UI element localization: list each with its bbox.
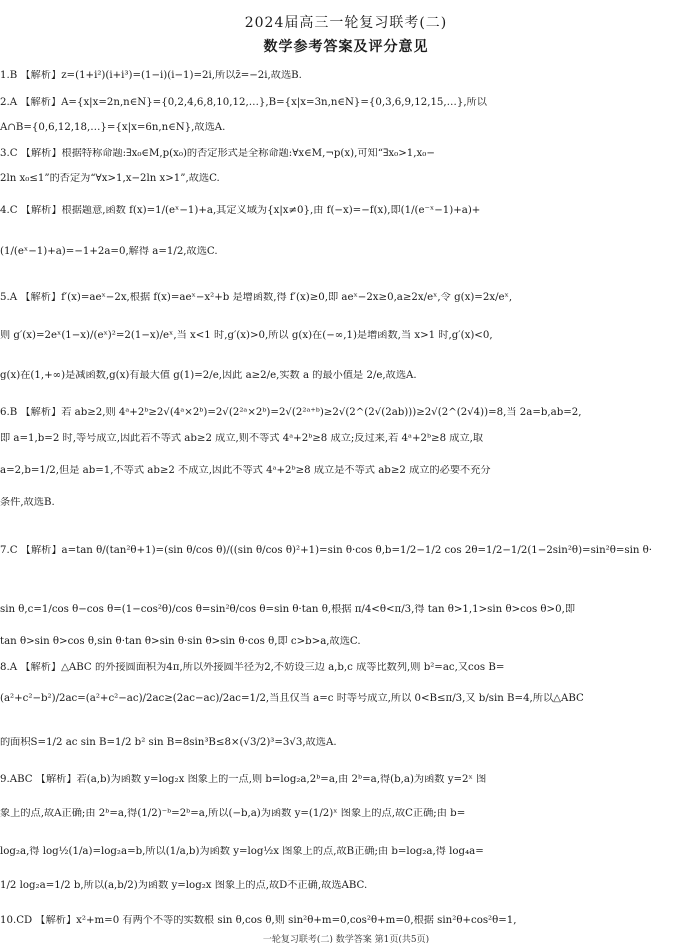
answer-key-subtitle: 数学参考答案及评分意见 [263, 39, 429, 55]
answer-line: (1/(eˣ−1)+a)=−1+2a=0,解得 a=1/2,故选C. [0, 246, 218, 257]
answer-line: (a²+c²−b²)/2ac=(a²+c²−ac)/2ac≥(2ac−ac)/2ac=1/2,当且仅当 a=c 时等号成立,所以 0<B≤π/3,又 b/sin B=4,所以△ABC [0, 693, 584, 704]
answer-line: 10.CD 【解析】x²+m=0 有两个不等的实数根 sin θ,cos θ,则 sin²θ+m=0,cos²θ+m=0,根据 sin²θ+cos²θ=1, [0, 915, 517, 926]
answer-line: sin θ,c=1/cos θ−cos θ=(1−cos²θ)/cos θ=sin²θ/cos θ=sin θ·tan θ,根据 π/4<θ<π/3,得 tan θ>1,1>sin θ>cos θ>0,即 [0, 604, 576, 615]
answer-line: log₂a,得 log½(1/a)=log₂a=b,所以(1/a,b)为函数 y=log½x 图象上的点,故B正确;由 b=log₂a,得 log₄a= [0, 846, 484, 857]
answer-line: g(x)在(1,+∞)是减函数,g(x)有最大值 g(1)=2/e,因此 a≥2/e,实数 a 的最小值是 2/e,故选A. [0, 370, 417, 381]
answer-line: 即 a=1,b=2 时,等号成立,因此若不等式 ab≥2 成立,则不等式 4ᵃ+2ᵇ≥8 成立;反过来,若 4ᵃ+2ᵇ≥8 成立,取 [0, 433, 484, 444]
answer-line: 4.C 【解析】根据题意,函数 f(x)=1/(eˣ−1)+a,其定义域为{x|x≠0},由 f(−x)=−f(x),即(1/(e⁻ˣ−1)+a)+ [0, 205, 481, 216]
answer-line: 8.A 【解析】△ABC 的外接圆面积为4π,所以外接圆半径为2,不妨设三边 a,b,c 成等比数列,则 b²=ac,又cos B= [0, 662, 505, 673]
answer-line: a=2,b=1/2,但是 ab=1,不等式 ab≥2 不成立,因此不等式 4ᵃ+2ᵇ≥8 成立是不等式 ab≥2 成立的必要不充分 [0, 465, 491, 476]
answer-line: 5.A 【解析】f′(x)=aeˣ−2x,根据 f(x)=aeˣ−x²+b 是增函数,得 f′(x)≥0,即 aeˣ−2x≥0,a≥2x/eˣ,令 g(x)=2x/eˣ, [0, 292, 513, 303]
exam-title: 2024届高三一轮复习联考(二) [244, 15, 448, 31]
answer-line: 7.C 【解析】a=tan θ/(tan²θ+1)=(sin θ/cos θ)/((sin θ/cos θ)²+1)=sin θ·cos θ,b=1/2−1/2 cos 2θ=1/2−1/2(1−2sin²θ)=sin²θ=sin θ· [0, 545, 653, 556]
answer-line: tan θ>sin θ>cos θ,sin θ·tan θ>sin θ·sin θ>sin θ·cos θ,即 c>b>a,故选C. [0, 636, 361, 647]
answer-line: 2ln x₀≤1”的否定为“∀x>1,x−2ln x>1”,故选C. [0, 173, 220, 184]
answer-line: A∩B={0,6,12,18,…}={x|x=6n,n∈N},故选A. [0, 122, 226, 133]
answer-line: 9.ABC 【解析】若(a,b)为函数 y=log₂x 图象上的一点,则 b=log₂a,2ᵇ=a,由 2ᵇ=a,得(b,a)为函数 y=2ˣ 图 [0, 774, 487, 785]
answer-line: 条件,故选B. [0, 497, 55, 508]
answer-line: 2.A 【解析】A={x|x=2n,n∈N}={0,2,4,6,8,10,12,…},B={x|x=3n,n∈N}={0,3,6,9,12,15,…},所以 [0, 97, 487, 108]
answer-line: 6.B 【解析】若 ab≥2,则 4ᵃ+2ᵇ≥2√(4ᵃ×2ᵇ)=2√(2²ᵃ×2ᵇ)=2√(2²ᵃ⁺ᵇ)≥2√(2^(2√(2ab)))≥2√(2^(2√4))=8,当 2a=b,ab=2, [0, 407, 582, 418]
answer-line: 1.B 【解析】z=(1+i²)(i+i³)=(1−i)(i−1)=2i,所以z̄=−2i,故选B. [0, 70, 302, 81]
answer-line: 3.C 【解析】根据特称命题:∃x₀∈M,p(x₀)的否定形式是全称命题:∀x∈M,¬p(x),可知“∃x₀>1,x₀− [0, 148, 435, 159]
page-footer: 一轮复习联考(二) 数学答案 第1页(共5页) [262, 935, 430, 943]
answer-line: 的面积S=1/2 ac sin B=1/2 b² sin B=8sin³B≤8×(√3/2)³=3√3,故选A. [0, 737, 337, 748]
answer-line: 则 g′(x)=2eˣ(1−x)/(eˣ)²=2(1−x)/eˣ,当 x<1 时,g′(x)>0,所以 g(x)在(−∞,1)是增函数,当 x>1 时,g′(x)<0, [0, 330, 493, 341]
answer-line: 象上的点,故A正确;由 2ᵇ=a,得(1/2)⁻ᵇ=2ᵇ=a,所以(−b,a)为函数 y=(1/2)ˣ 图象上的点,故C正确;由 b= [0, 808, 466, 819]
answer-line: 1/2 log₂a=1/2 b,所以(a,b/2)为函数 y=log₂x 图象上的点,故D不正确,故选ABC. [0, 880, 368, 891]
